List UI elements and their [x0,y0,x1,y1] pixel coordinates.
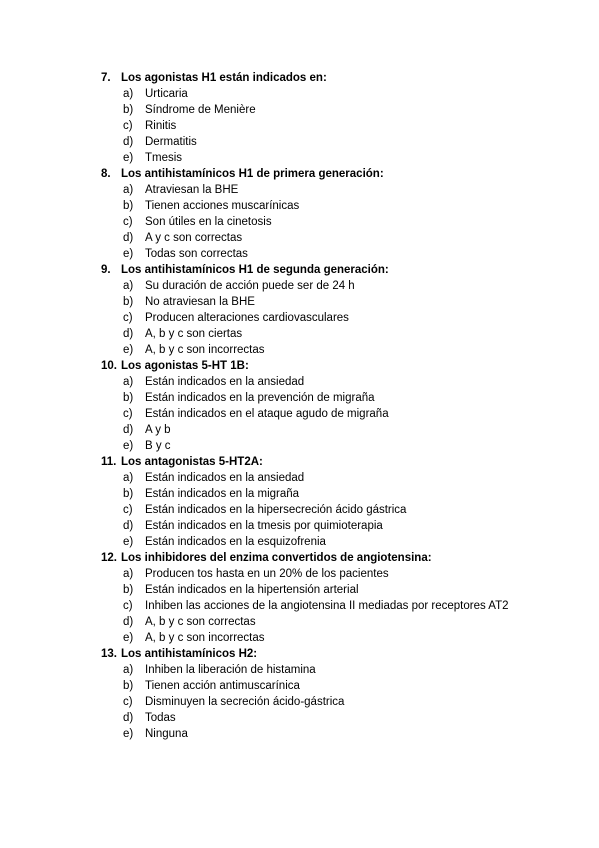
question-heading [101,550,571,566]
option-b [101,678,571,694]
option-letter: b) [123,200,134,212]
option-a [101,470,571,486]
option-letter: d) [123,232,134,244]
option-d [101,710,571,726]
option-text: Están indicados en la ansiedad [145,376,305,388]
question-list [101,70,571,742]
question-text: Los agonistas H1 están indicados en: [121,72,327,84]
option-letter: e) [123,152,134,164]
option-a [101,662,571,678]
option-e [101,534,571,550]
option-letter: b) [123,680,134,692]
question-heading [101,166,571,182]
question-text: Los antihistamínicos H2: [121,648,258,660]
option-list [101,86,571,166]
option-b [101,102,571,118]
option-letter: b) [123,488,134,500]
option-text: Su duración de acción puede ser de 24 h [145,280,355,292]
option-text: Todas [145,712,176,724]
option-d [101,422,571,438]
option-letter: e) [123,728,134,740]
option-e [101,150,571,166]
option-letter: d) [123,712,134,724]
question-text: Los agonistas 5-HT 1B: [121,360,249,372]
option-c [101,214,571,230]
question-number: 10. [101,360,117,372]
option-d [101,518,571,534]
option-letter: c) [123,216,133,228]
option-a [101,374,571,390]
option-b [101,198,571,214]
question-number: 11. [101,456,117,468]
option-b [101,294,571,310]
option-text: Tmesis [145,152,183,164]
option-c [101,310,571,326]
option-text: Todas son correctas [145,248,248,260]
option-letter: c) [123,312,133,324]
option-letter: e) [123,440,134,452]
option-c [101,502,571,518]
option-letter: b) [123,392,134,404]
option-text: A y c son correctas [145,232,243,244]
option-letter: a) [123,664,134,676]
option-a [101,566,571,582]
option-text: Producen tos hasta en un 20% de los pacientes [145,568,389,580]
option-text: Disminuyen la secreción ácido-gástrica [145,696,345,708]
option-a [101,86,571,102]
option-letter: d) [123,520,134,532]
option-text: Ninguna [145,728,188,740]
option-text: No atraviesan la BHE [145,296,255,308]
question-text: Los antagonistas 5-HT2A: [121,456,263,468]
option-text: A, b y c son correctas [145,616,256,628]
question-number: 8. [101,168,111,180]
option-letter: b) [123,296,134,308]
option-text: Están indicados en la esquizofrenia [145,536,326,548]
option-b [101,486,571,502]
option-letter: d) [123,424,134,436]
option-text: Urticaria [145,88,188,100]
option-b [101,582,571,598]
option-letter: c) [123,120,133,132]
question-heading [101,358,571,374]
option-text: Inhiben las acciones de la angiotensina II mediadas por receptores AT2 [145,600,509,612]
option-letter: e) [123,536,134,548]
option-list [101,182,571,262]
question-number: 9. [101,264,111,276]
option-letter: e) [123,632,134,644]
option-c [101,694,571,710]
question-10 [101,358,571,454]
option-c [101,118,571,134]
option-text: Inhiben la liberación de histamina [145,664,316,676]
option-d [101,134,571,150]
option-letter: c) [123,504,133,516]
option-letter: a) [123,88,134,100]
option-text: A, b y c son incorrectas [145,344,265,356]
option-letter: c) [123,696,133,708]
option-letter: a) [123,184,134,196]
question-text: Los antihistamínicos H1 de primera generación: [121,168,384,180]
option-letter: d) [123,328,134,340]
question-9 [101,262,571,358]
option-list [101,566,571,646]
option-text: Están indicados en la tmesis por quimioterapia [145,520,383,532]
option-list [101,470,571,550]
question-heading [101,454,571,470]
option-text: Rinitis [145,120,177,132]
question-number: 13. [101,648,117,660]
option-e [101,342,571,358]
option-text: B y c [145,440,171,452]
option-letter: d) [123,136,134,148]
option-text: Están indicados en la ansiedad [145,472,305,484]
option-text: Producen alteraciones cardiovasculares [145,312,349,324]
question-8 [101,166,571,262]
question-heading [101,646,571,662]
option-text: A y b [145,424,171,436]
option-text: Están indicados en el ataque agudo de migraña [145,408,389,420]
option-a [101,278,571,294]
option-text: A, b y c son ciertas [145,328,243,340]
option-c [101,598,571,614]
option-letter: c) [123,408,133,420]
option-letter: b) [123,584,134,596]
option-letter: a) [123,280,134,292]
option-d [101,326,571,342]
question-13 [101,646,571,742]
option-text: Atraviesan la BHE [145,184,239,196]
question-7 [101,70,571,166]
option-text: Están indicados en la prevención de migraña [145,392,375,404]
question-text: Los antihistamínicos H1 de segunda generación: [121,264,389,276]
option-letter: c) [123,600,133,612]
option-text: Tienen acción antimuscarínica [145,680,300,692]
option-d [101,230,571,246]
option-e [101,630,571,646]
option-c [101,406,571,422]
option-letter: e) [123,344,134,356]
option-letter: e) [123,248,134,260]
option-e [101,438,571,454]
option-a [101,182,571,198]
question-heading [101,262,571,278]
option-letter: a) [123,568,134,580]
option-e [101,726,571,742]
option-letter: b) [123,104,134,116]
option-text: Están indicados en la hipersecreción ácido gástrica [145,504,407,516]
option-list [101,662,571,742]
option-text: Están indicados en la migraña [145,488,300,500]
option-d [101,614,571,630]
option-letter: a) [123,472,134,484]
option-b [101,390,571,406]
question-text: Los inhibidores del enzima convertidos de angiotensina: [121,552,432,564]
option-list [101,374,571,454]
question-number: 12. [101,552,117,564]
question-heading [101,70,571,86]
option-text: A, b y c son incorrectas [145,632,265,644]
option-text: Dermatitis [145,136,197,148]
option-e [101,246,571,262]
option-text: Tienen acciones muscarínicas [145,200,300,212]
question-number: 7. [101,72,111,84]
option-list [101,278,571,358]
option-letter: d) [123,616,134,628]
option-letter: a) [123,376,134,388]
question-12 [101,550,571,646]
option-text: Síndrome de Menière [145,104,256,116]
option-text: Están indicados en la hipertensión arterial [145,584,359,596]
question-11 [101,454,571,550]
option-text: Son útiles en la cinetosis [145,216,272,228]
